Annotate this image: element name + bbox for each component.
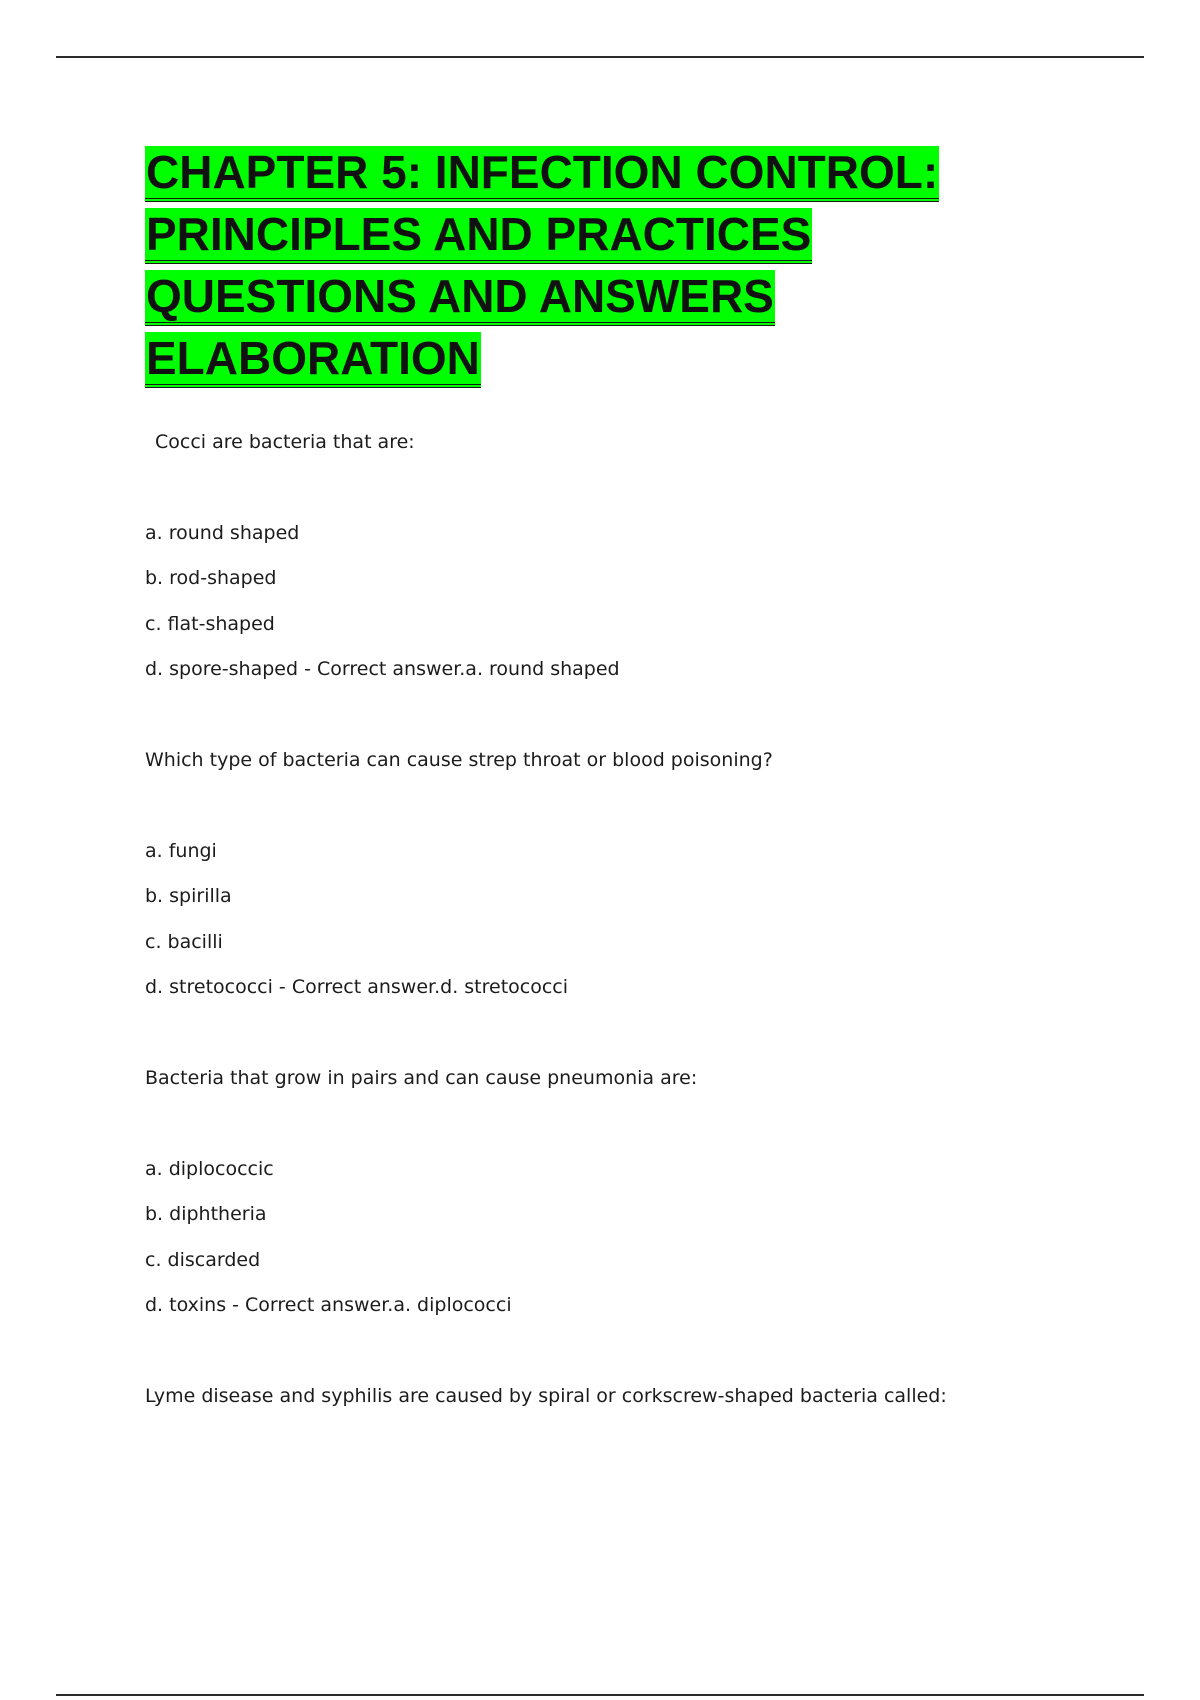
answer-option: a. diplococcic [145,1158,274,1180]
question-text: Lyme disease and syphilis are caused by spiral or corkscrew-shaped bacteria called: [145,1385,947,1407]
answer-option-with-correct-answer: d. toxins - Correct answer.a. diplococci [145,1294,512,1316]
answer-option: b. diphtheria [145,1203,267,1225]
question-text: Cocci are bacteria that are: [155,431,415,453]
answer-option: a. fungi [145,840,217,862]
answer-option-with-correct-answer: d. spore-shaped - Correct answer.a. round shaped [145,658,620,680]
title-line: CHAPTER 5: INFECTION CONTROL: [145,146,939,202]
answer-option: c. discarded [145,1249,261,1271]
title-line: QUESTIONS AND ANSWERS [145,270,775,326]
answer-option: c. bacilli [145,931,223,953]
answer-option: a. round shaped [145,522,300,544]
question-text: Bacteria that grow in pairs and can cause pneumonia are: [145,1067,698,1089]
title-line: PRINCIPLES AND PRACTICES [145,208,812,264]
title-line: ELABORATION [145,332,481,388]
footer-rule [56,1694,1144,1696]
answer-option: b. rod-shaped [145,567,277,589]
answer-option-with-correct-answer: d. stretococci - Correct answer.d. stretococci [145,976,569,998]
document-title [145,144,1045,392]
question-text: Which type of bacteria can cause strep throat or blood poisoning? [145,749,773,771]
header-rule [56,56,1144,58]
answer-option: b. spirilla [145,885,232,907]
answer-option: c. flat-shaped [145,613,275,635]
